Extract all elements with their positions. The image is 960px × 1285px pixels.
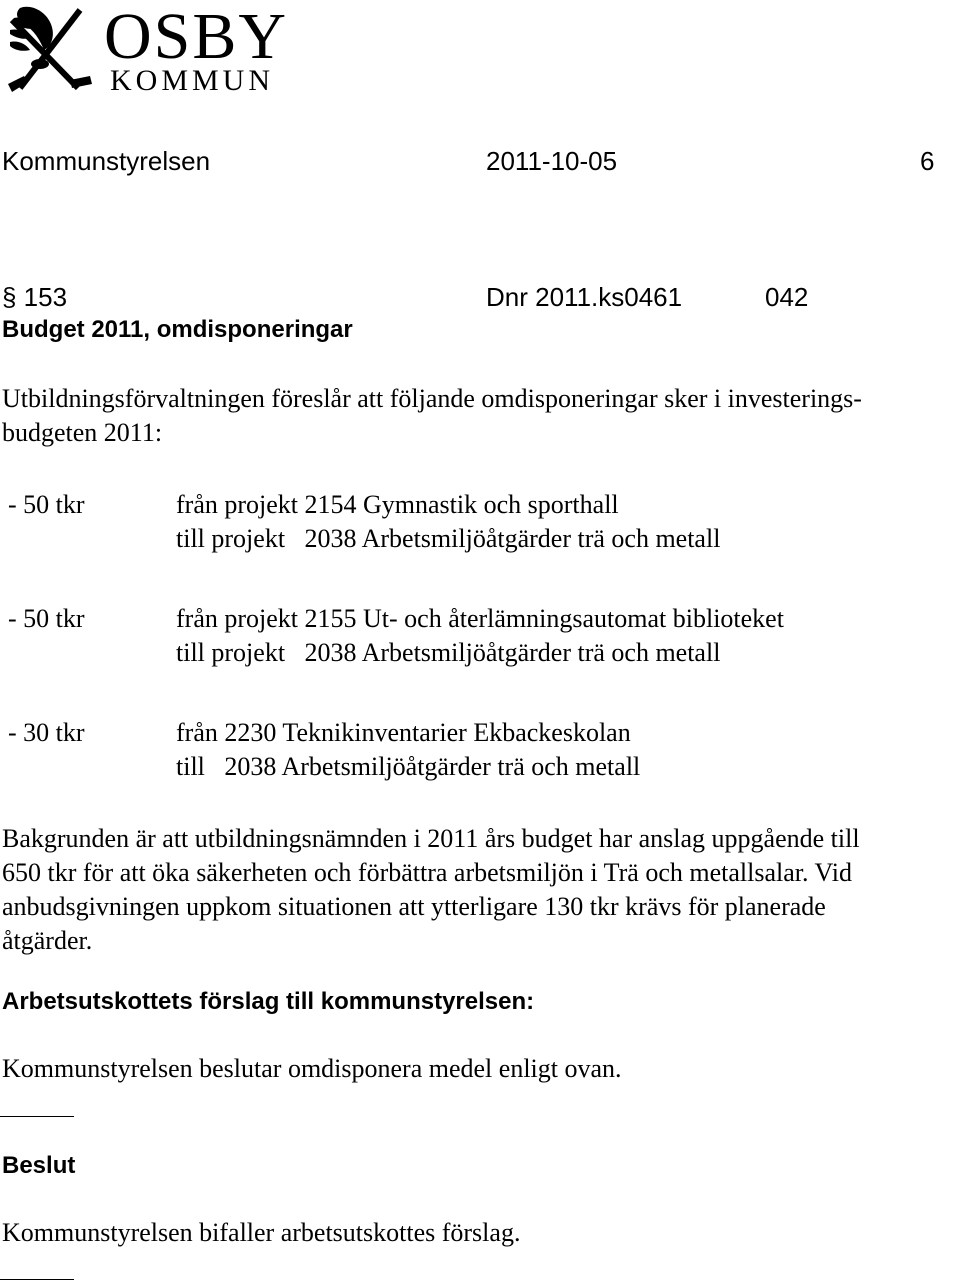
item-amount: - 50 tkr <box>8 604 85 633</box>
item-amount: - 30 tkr <box>8 718 85 747</box>
item-to: till projekt 2038 Arbetsmiljöåtgärder trä och metall <box>176 638 721 667</box>
committee-name: Kommunstyrelsen <box>2 146 211 176</box>
intro-line: budgeten 2011: <box>2 418 163 447</box>
background-line: 650 tkr för att öka säkerheten och förbättra arbetsmiljön i Trä och metallsalar. Vid <box>2 858 852 887</box>
divider <box>0 1116 74 1117</box>
background-line: anbudsgivningen uppkom situationen att ytterligare 130 tkr krävs för planerade <box>2 892 826 921</box>
logo-subtitle: KOMMUN <box>110 64 275 97</box>
item-amount: - 50 tkr <box>8 490 85 519</box>
paragraph-number: § 153 <box>2 282 68 312</box>
background-line: åtgärder. <box>2 926 93 955</box>
decision-text: Kommunstyrelsen bifaller arbetsutskottes förslag. <box>2 1218 521 1247</box>
section-title: Budget 2011, omdisponeringar <box>2 316 353 343</box>
intro-line: Utbildningsförvaltningen föreslår att följande omdisponeringar sker i investerings- <box>2 384 862 413</box>
background-line: Bakgrunden är att utbildningsnämnden i 2011 års budget har anslag uppgående till <box>2 824 860 853</box>
logo-name: OSBY <box>104 0 289 73</box>
item-from: från 2230 Teknikinventarier Ekbackeskolan <box>176 718 631 747</box>
diary-number: Dnr 2011.ks0461 <box>486 282 683 312</box>
diary-code: 042 <box>765 282 809 312</box>
osby-emblem-icon <box>0 0 100 100</box>
meeting-date: 2011-10-05 <box>486 146 618 176</box>
proposal-text: Kommunstyrelsen beslutar omdisponera medel enligt ovan. <box>2 1054 622 1083</box>
page-number: 6 <box>920 146 935 176</box>
proposal-heading: Arbetsutskottets förslag till kommunstyrelsen: <box>2 988 535 1015</box>
decision-heading: Beslut <box>2 1152 76 1179</box>
item-from: från projekt 2154 Gymnastik och sporthall <box>176 490 619 519</box>
item-to: till 2038 Arbetsmiljöåtgärder trä och metall <box>176 752 641 781</box>
divider <box>0 1279 74 1280</box>
item-from: från projekt 2155 Ut- och återlämningsautomat biblioteket <box>176 604 784 633</box>
item-to: till projekt 2038 Arbetsmiljöåtgärder trä och metall <box>176 524 721 553</box>
